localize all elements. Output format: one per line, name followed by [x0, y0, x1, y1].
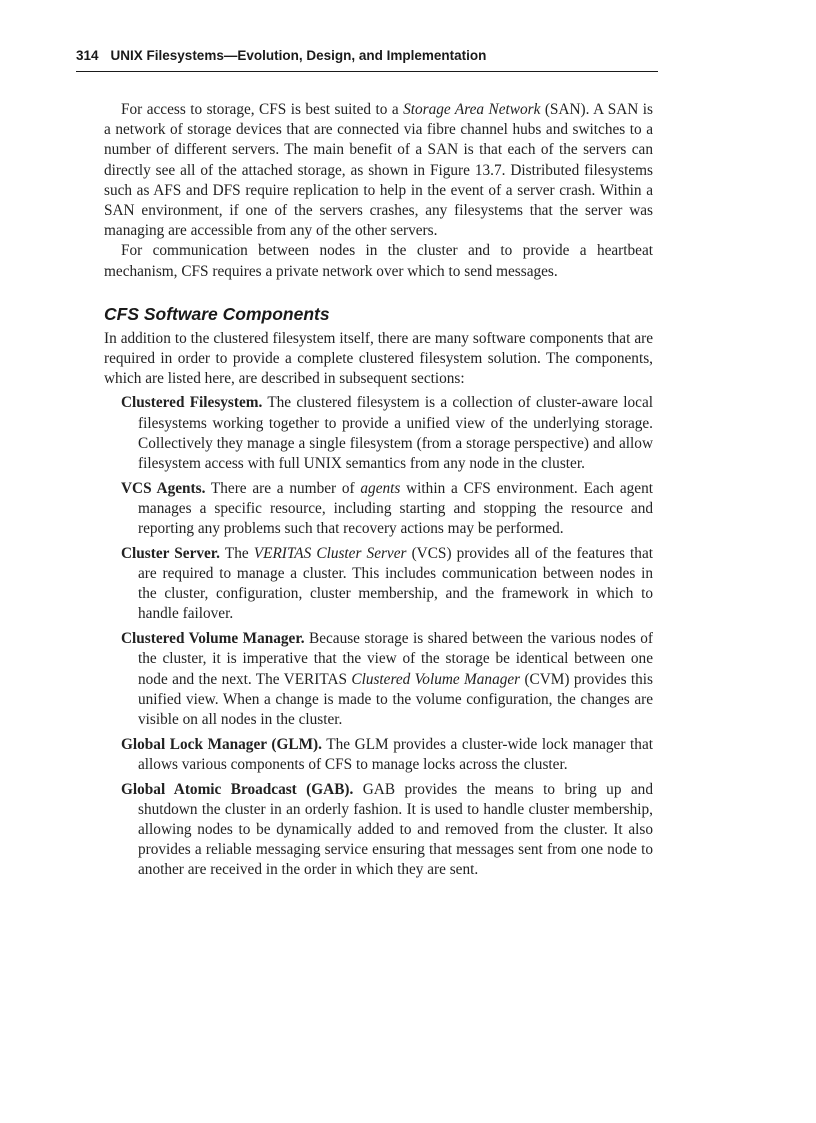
list-item-clustered-filesystem: Clustered Filesystem. The clustered filesystem is a collection of cluster-aware local filesystems working together to provide a unified view of the underlying storage. Collectively they manage a single filesystem (from a storage perspective) and allow filesystem access with full UNIX semantics from any node in the cluster.: [121, 394, 653, 473]
term-label: Clustered Filesystem.: [121, 394, 263, 412]
emphasis-san: Storage Area Network: [403, 101, 541, 118]
term-label: Global Atomic Broadcast (GAB).: [121, 780, 354, 798]
page-body: [104, 100, 653, 885]
running-head: [76, 47, 658, 65]
list-item-global-lock-manager: Global Lock Manager (GLM). The GLM provides a cluster-wide lock manager that allows various components of CFS to manage locks across the cluster.: [121, 735, 653, 773]
book-title: UNIX Filesystems—Evolution, Design, and Implementation: [110, 48, 487, 63]
term-label: Global Lock Manager (GLM).: [121, 735, 322, 753]
paragraph-san: For access to storage, CFS is best suited to a Storage Area Network (SAN). A SAN is a network of storage devices that are connected via fibre channel hubs and switches to a number of different servers. The main benefit of a SAN is that each of the servers can directly see all of the attached storage, as shown in Figure 13.7. Distributed filesystems such as AFS and DFS require replication to help in the event of a server crash. Within a SAN environment, if one of the servers crashes, any filesystems that the server was managing are accessible from any of the other servers.: [104, 101, 653, 240]
emphasis-cvm: Clustered Volume Manager: [351, 670, 521, 688]
emphasis-vcs: VERITAS Cluster Server: [253, 544, 407, 562]
section-heading: CFS Software Components: [104, 303, 330, 324]
page-number: 314: [76, 48, 99, 63]
list-item-clustered-volume-manager: Clustered Volume Manager. Because storage is shared between the various nodes of the cluster, it is imperative that the view of the storage be identical between one node and the next. The VERITAS Clustered Volume Manager (CVM) provides this unified view. When a change is made to the volume configuration, the changes are visible on all nodes in the cluster.: [121, 630, 654, 728]
component-list: [104, 393, 653, 880]
term-label: VCS Agents.: [121, 479, 206, 497]
list-item-cluster-server: Cluster Server. The VERITAS Cluster Server (VCS) provides all of the features that are required to manage a cluster. This includes communication between nodes in the cluster, configuration, cluster membership, and the framework in which to handle failover.: [121, 544, 653, 623]
paragraph-heartbeat: For communication between nodes in the cluster and to provide a heartbeat mechanism, CFS requires a private network over which to send messages.: [104, 242, 653, 280]
section-intro: In addition to the clustered filesystem itself, there are many software components that are required in order to provide a complete clustered filesystem solution. The components, which are listed here, are described in subsequent sections:: [104, 329, 653, 388]
term-label: Clustered Volume Manager.: [121, 630, 305, 648]
emphasis-agents: agents: [360, 479, 401, 497]
list-item-global-atomic-broadcast: Global Atomic Broadcast (GAB). GAB provides the means to bring up and shutdown the cluster in an orderly fashion. It is used to handle cluster membership, allowing nodes to be dynamically added to and removed from the cluster. It also provides a reliable messaging service ensuring that messages sent from one node to another are received in the order in which they are sent.: [121, 780, 653, 879]
term-label: Cluster Server.: [121, 544, 221, 562]
list-item-vcs-agents: VCS Agents. There are a number of agents within a CFS environment. Each agent manages a specific resource, including starting and stopping the resource and reporting any problems such that recovery actions may be performed.: [121, 479, 653, 538]
header-rule: [76, 71, 658, 72]
